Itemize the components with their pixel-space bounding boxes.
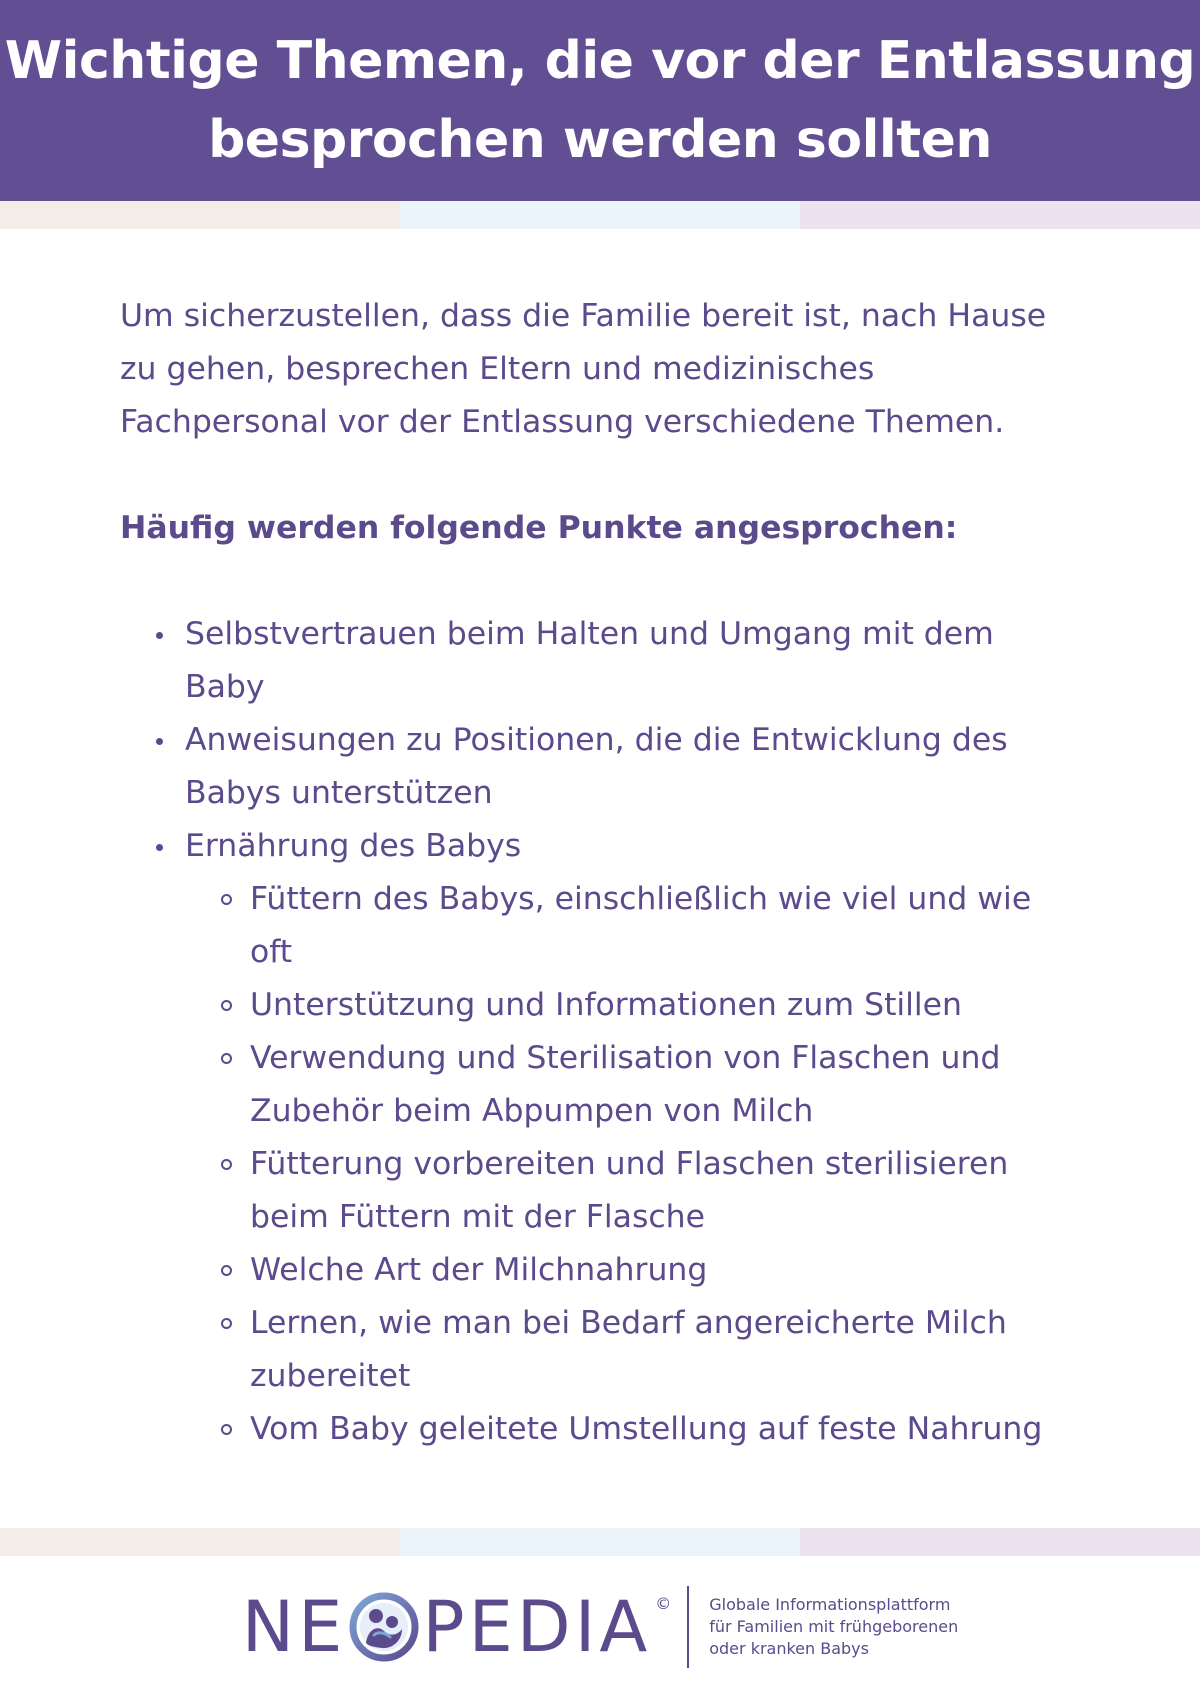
nutrition-sublist [185, 873, 1080, 1456]
sublist-item: Lernen, wie man bei Bedarf angereicherte Milch zubereitet [185, 1297, 1080, 1403]
list-item [120, 714, 1080, 820]
sublist-item: Fütterung vorbereiten und Flaschen sterilisieren beim Füttern mit der Flasche [185, 1138, 1080, 1244]
stripe-segment-lilac [800, 201, 1200, 229]
neopedia-mother-baby-icon [348, 1591, 420, 1663]
stripe-segment-pink [0, 201, 400, 229]
tagline-line: Globale Informationsplattform [709, 1595, 951, 1614]
list-item-text: Ernährung des Babys [185, 828, 522, 864]
sublist-item: Verwendung und Sterilisation von Flaschen und Zubehör beim Abpumpen von Milch [185, 1032, 1080, 1138]
page-title [5, 22, 1195, 180]
sublist-item: Unterstützung und Informationen zum Stillen [185, 979, 1080, 1032]
footer-divider [687, 1586, 689, 1668]
page-header [0, 0, 1200, 201]
list-item-text: Selbstvertrauen beim Halten und Umgang mit dem Baby [185, 616, 994, 705]
stripe-segment-pink [0, 1528, 400, 1556]
logo-text-right: PEDIA [422, 1586, 652, 1668]
footer-color-stripe [0, 1528, 1200, 1556]
tagline-line: für Familien mit frühgeborenen [709, 1617, 959, 1636]
page-title-line-2: besprochen werden sollten [208, 109, 992, 170]
list-item-text: Anweisungen zu Positionen, die die Entwicklung des Babys unterstützen [185, 722, 1008, 811]
neopedia-logo [242, 1586, 671, 1668]
main-content [120, 290, 1080, 1456]
copyright-symbol: © [655, 1594, 672, 1613]
intro-paragraph: Um sicherzustellen, dass die Familie bereit ist, nach Hause zu gehen, besprechen Eltern und medizinisches Fachpersonal vor der Entlassung verschiedene Themen. [120, 298, 1047, 440]
list-item [120, 820, 1080, 1456]
topics-subheading: Häufig werden folgende Punkte angesprochen: [120, 510, 958, 546]
topics-list [120, 608, 1080, 1456]
tagline-line: oder kranken Babys [709, 1639, 869, 1658]
sublist-item: Welche Art der Milchnahrung [185, 1244, 1080, 1297]
stripe-segment-blue [400, 1528, 800, 1556]
page-footer [0, 1556, 1200, 1698]
list-item [120, 608, 1080, 714]
logo-text-left: NE [241, 1586, 347, 1668]
stripe-segment-blue [400, 201, 800, 229]
stripe-segment-lilac [800, 1528, 1200, 1556]
footer-tagline [709, 1594, 958, 1660]
header-color-stripe [0, 201, 1200, 229]
sublist-item: Füttern des Babys, einschließlich wie viel und wie oft [185, 873, 1080, 979]
sublist-item: Vom Baby geleitete Umstellung auf feste Nahrung [185, 1403, 1080, 1456]
page-title-line-1: Wichtige Themen, die vor der Entlassung [4, 30, 1196, 91]
